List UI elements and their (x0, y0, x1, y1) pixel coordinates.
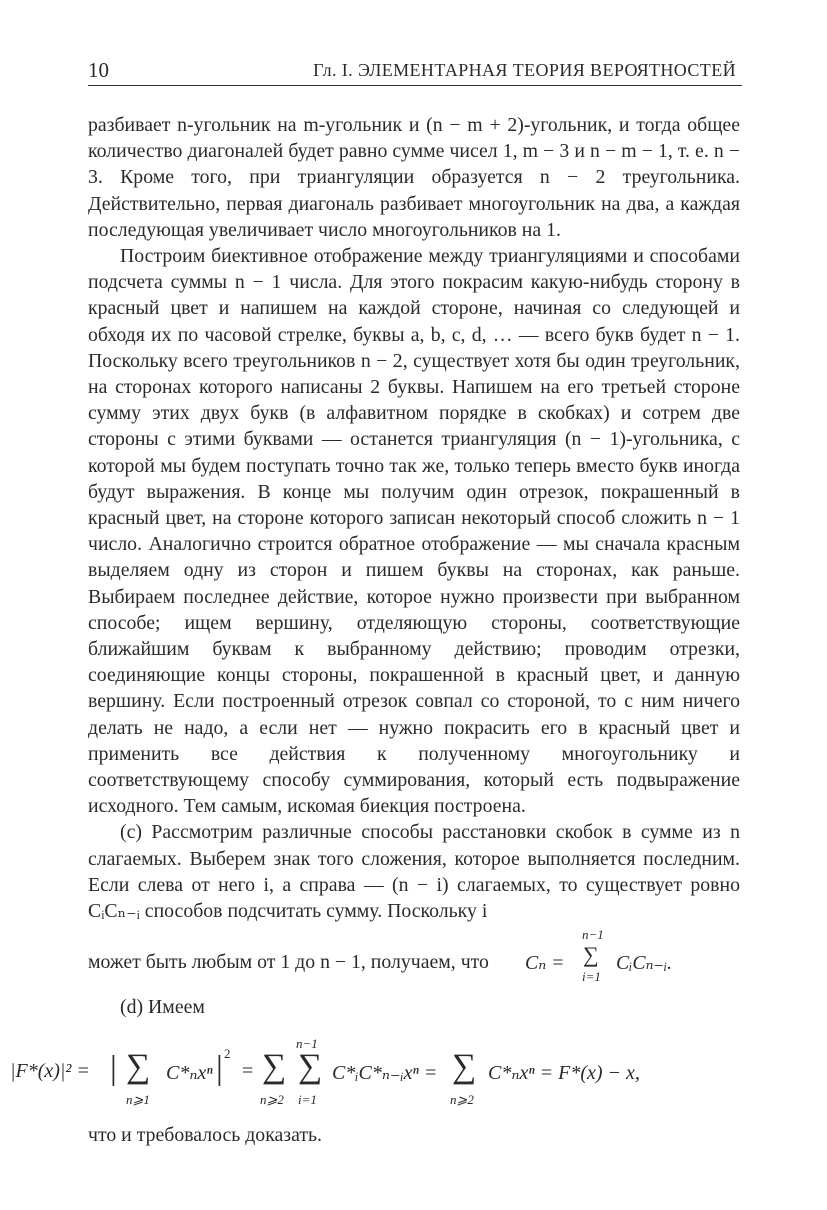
catalan-recurrence-line (88, 924, 740, 984)
paragraph-3: (c) Рассмотрим различные способы расстановки скобок в сумме из n слагаемых. Выберем знак того сложения, которое выполняется последним. Если слева от него i, а справа — (n − i) слагаемых, то существует ровно CᵢCₙ₋ᵢ способов подсчитать сумму. Поскольку i (88, 821, 740, 923)
eq-term2: C*ᵢC*ₙ₋ᵢxⁿ = (332, 1062, 438, 1084)
page-body (88, 112, 740, 1021)
eq-sum3-top: n−1 (296, 1036, 318, 1051)
eq-sum3-sign: ∑ (298, 1048, 323, 1085)
eq-abs-right: | (216, 1050, 223, 1087)
eq-lhs: |F*(x)|² = (10, 1060, 90, 1082)
header-rule (88, 85, 742, 86)
recurrence-sum-sign: ∑ (583, 942, 599, 968)
page-number: 10 (88, 58, 109, 82)
running-title: Гл. I. ЭЛЕМЕНТАРНАЯ ТЕОРИЯ ВЕРОЯТНОСТЕЙ (313, 60, 736, 80)
paragraph-4: (d) Имеем (120, 996, 205, 1019)
eq-abs-left: | (110, 1050, 117, 1087)
paragraph-2: Построим биективное отображение между триангуляциями и способами подсчета суммы n − 1 числа. Для этого покрасим какую-нибудь сторону в красный цвет и напишем на каждой стороне, начиная со следующей и обходя их по часовой стрелке, буквы a, b, c, d, … — всего букв будет n − 1. Поскольку всего треугольников n − 2, существует хотя бы один треугольник, на сторонах которого написаны 2 буквы. Напишем на его третьей стороне сумму этих двух букв (в алфавитном порядке в скобках) и сотрем две стороны с этими буквами — останется триангуляция (n − 1)-угольника, с которой мы будем поступать точно так же, только теперь вместо букв иногда будут выражения. В конце мы получим один отрезок, покрашенный в красный цвет, на стороне которого записан некоторый способ сложить n − 1 число. Аналогично строится обратное отображение — мы сначала красным выделяем одну из сторон и пишем буквы на сторонах, как раньше. Выбираем последнее действие, которое нужно произвести при выбранном способе; ищем вершину, отделяющую стороны, соответствующие ближайшим буквам к выбранному действию; проводим отрезки, соединяющие концы стороны, покрашенной в красный цвет, и данную вершину. Если построенный отрезок совпал со стороной, то с ним ничего делать не надо, а если нет — нужно покрасить его в красный цвет и применить все действия к полученному многоугольнику и соответствующему способу суммирования, который есть подвыражение исходного. Тем самым, искомая биекция построена. (88, 245, 740, 818)
recurrence-sum-bottom: i=1 (582, 969, 601, 985)
recurrence-sum-top: n−1 (582, 927, 604, 943)
eq-sum2-sign: ∑ (262, 1048, 287, 1085)
eq-sum4-sign: ∑ (452, 1048, 477, 1085)
running-header (88, 56, 742, 86)
eq-equals-2: = (242, 1060, 254, 1082)
eq-sum2-bottom: n⩾2 (260, 1092, 284, 1107)
eq-term3: C*ₙxⁿ = F*(x) − x, (488, 1062, 640, 1084)
recurrence-rhs: CᵢCₙ₋ᵢ. (616, 952, 673, 975)
display-equation (0, 1036, 652, 1112)
paragraph-5: что и требовалось доказать. (88, 1124, 322, 1146)
recurrence-lead-text: может быть любым от 1 до n − 1, получаем, что (88, 951, 489, 974)
paragraph-1: разбивает n-угольник на m-угольник и (n − m + 2)-угольник, и тогда общее количество диагоналей будет равно сумме чисел 1, m − 3 и n − m − 1, т. е. n − 3. Кроме того, при триангуляции образуется n − 2 треугольника. Действительно, первая диагональ разбивает многоугольник на два, а каждая последующая увеличивает число многоугольников на 1. (88, 114, 740, 241)
eq-sum4-bottom: n⩾2 (450, 1092, 474, 1107)
recurrence-lhs: Cₙ = (525, 952, 565, 975)
eq-sum1-sign: ∑ (126, 1048, 151, 1085)
eq-exponent: 2 (224, 1046, 231, 1061)
eq-sum3-bottom: i=1 (298, 1092, 317, 1107)
eq-term1: C*ₙxⁿ (166, 1062, 213, 1084)
eq-sum1-bottom: n⩾1 (126, 1092, 150, 1107)
